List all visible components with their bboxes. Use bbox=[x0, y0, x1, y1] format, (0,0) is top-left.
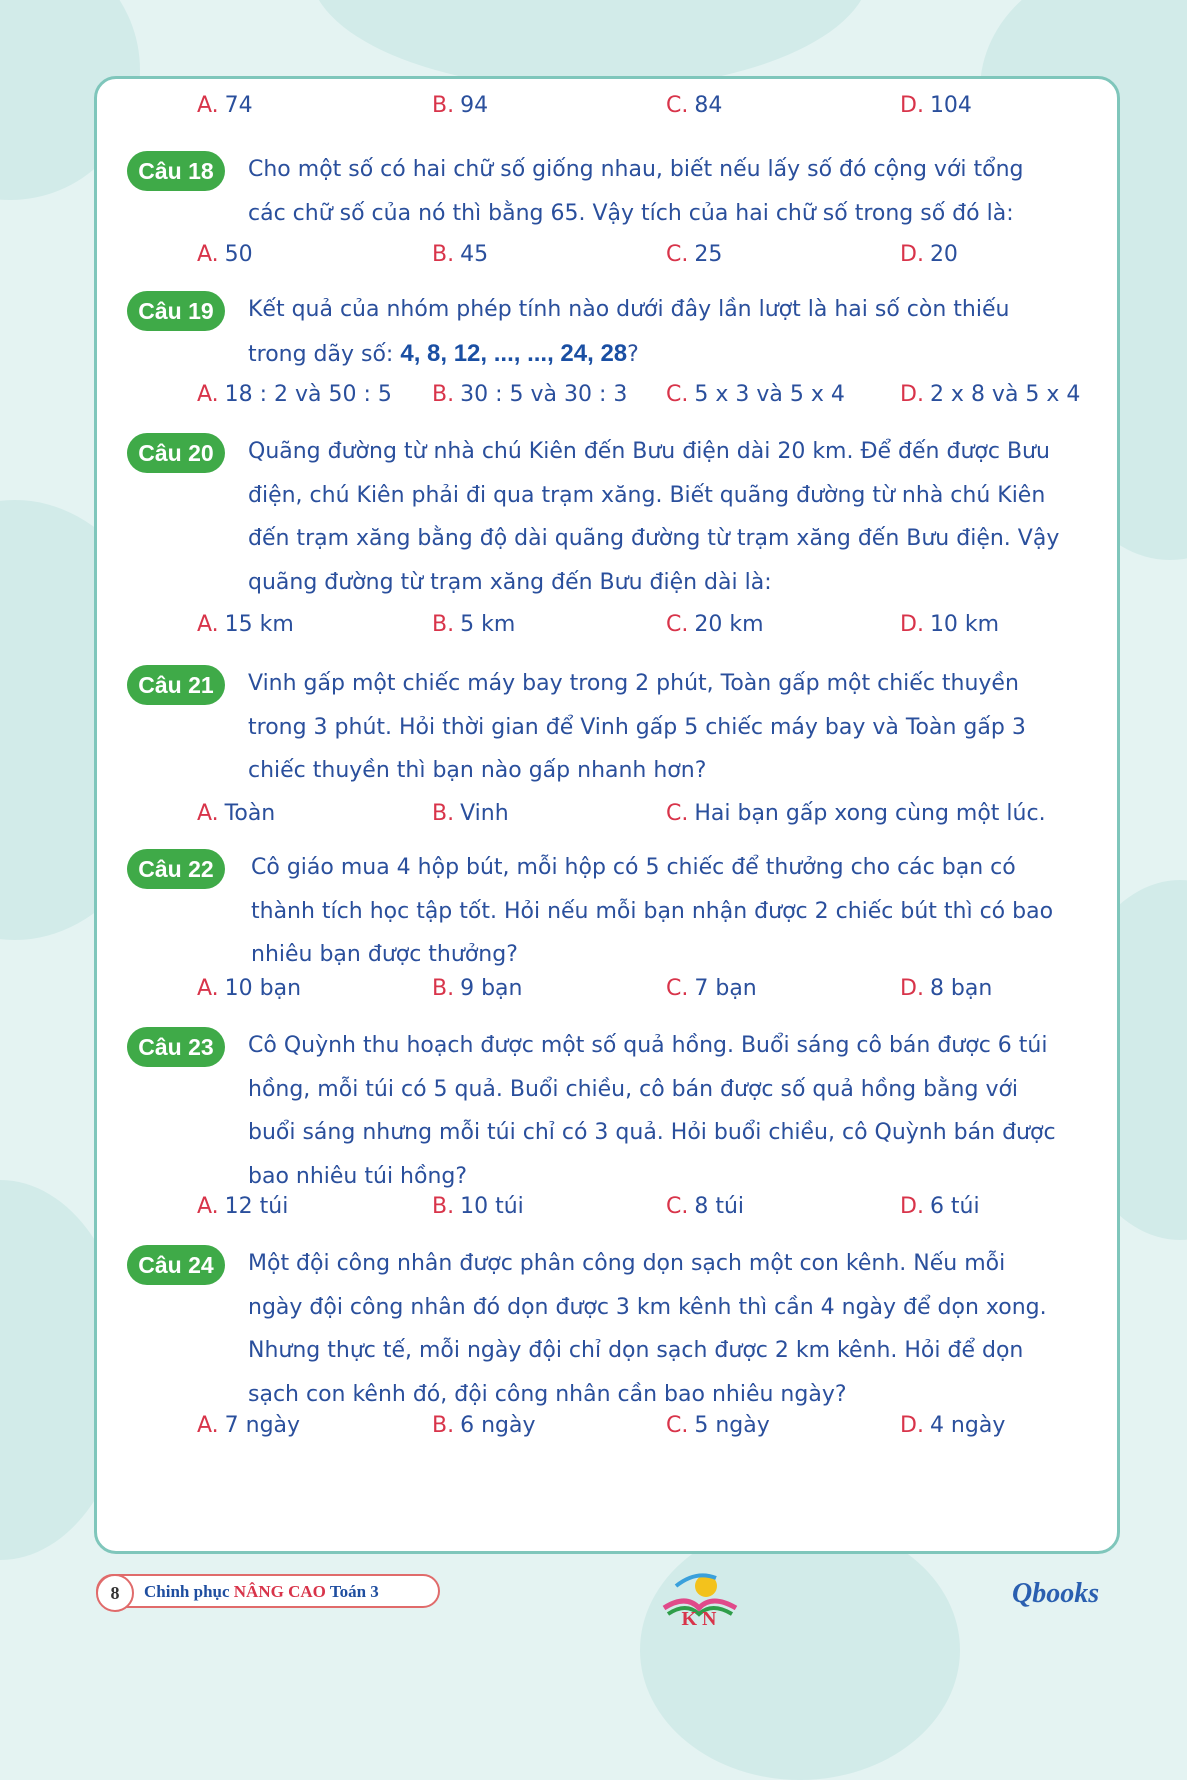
question-line: Quãng đường từ nhà chú Kiên đến Bưu điện dài 20 km. Để đến được Bưu bbox=[248, 439, 1050, 464]
option-c[interactable]: C. Hai bạn gấp xong cùng một lúc. bbox=[666, 801, 1046, 826]
question-line: Cô Quỳnh thu hoạch được một số quả hồng. Buổi sáng cô bán được 6 túi bbox=[248, 1033, 1048, 1058]
option-c[interactable]: C. 8 túi bbox=[666, 1194, 745, 1219]
question-number-badge: Câu 21 bbox=[127, 665, 225, 705]
question-line: thành tích học tập tốt. Hỏi nếu mỗi bạn nhận được 2 chiếc bút thì có bao bbox=[251, 898, 1054, 924]
option-a[interactable]: A. 12 túi bbox=[197, 1194, 289, 1219]
question-text bbox=[248, 1024, 1102, 1198]
question-number-badge: Câu 20 bbox=[127, 433, 225, 473]
options-row bbox=[97, 242, 1117, 276]
question-text bbox=[248, 662, 1102, 793]
question-line: bao nhiêu túi hồng? bbox=[248, 1163, 468, 1189]
options-row bbox=[97, 1194, 1117, 1228]
question-number-badge: Câu 19 bbox=[127, 291, 225, 331]
question-number-badge: Câu 22 bbox=[127, 849, 225, 889]
question-line: sạch con kênh đó, đội công nhân cần bao nhiêu ngày? bbox=[248, 1381, 847, 1407]
question-line: các chữ số của nó thì bằng 65. Vậy tích của hai chữ số trong số đó là: bbox=[248, 200, 1014, 226]
book-title: Chinh phục NÂNG CAO Toán 3 bbox=[144, 1582, 379, 1601]
question-number-badge: Câu 23 bbox=[127, 1027, 225, 1067]
option-b[interactable]: B. Vinh bbox=[432, 801, 509, 826]
question-line: hồng, mỗi túi có 5 quả. Buổi chiều, cô bán được số quả hồng bằng với bbox=[248, 1076, 1019, 1102]
question-text bbox=[248, 148, 1102, 235]
option-a[interactable]: A. 18 : 2 và 50 : 5 bbox=[197, 382, 392, 407]
options-row bbox=[97, 1413, 1117, 1447]
option-c[interactable]: C. 84 bbox=[666, 93, 723, 118]
question-text bbox=[248, 288, 1102, 376]
option-c[interactable]: C. 5 ngày bbox=[666, 1413, 770, 1438]
question-line: Nhưng thực tế, mỗi ngày đội chỉ dọn sạch được 2 km kênh. Hỏi để dọn bbox=[248, 1338, 1024, 1363]
question-text bbox=[248, 1242, 1102, 1416]
option-b[interactable]: B. 30 : 5 và 30 : 3 bbox=[432, 382, 628, 407]
option-a[interactable]: A. Toàn bbox=[197, 801, 276, 826]
question-line: nhiêu bạn được thưởng? bbox=[251, 942, 518, 967]
option-a[interactable]: A. 50 bbox=[197, 242, 253, 267]
option-b[interactable]: B. 6 ngày bbox=[432, 1413, 536, 1438]
option-d[interactable]: D. 10 km bbox=[900, 612, 1000, 637]
options-row bbox=[97, 976, 1117, 1010]
page-number: 8 bbox=[96, 1574, 134, 1612]
question-text bbox=[251, 846, 1102, 977]
option-b[interactable]: B. 10 túi bbox=[432, 1194, 524, 1219]
qbooks-logo: Qbooks bbox=[1012, 1578, 1100, 1609]
option-d[interactable]: D. 4 ngày bbox=[900, 1413, 1006, 1438]
question-line: Cô giáo mua 4 hộp bút, mỗi hộp có 5 chiếc để thưởng cho các bạn có bbox=[251, 855, 1016, 880]
question-line: chiếc thuyền thì bạn nào gấp nhanh hơn? bbox=[248, 758, 707, 783]
option-d[interactable]: D. 104 bbox=[900, 93, 972, 118]
option-c[interactable]: C. 25 bbox=[666, 242, 723, 267]
option-c[interactable]: C. 5 x 3 và 5 x 4 bbox=[666, 382, 845, 407]
question-line: Một đội công nhân được phân công dọn sạch một con kênh. Nếu mỗi bbox=[248, 1251, 1006, 1276]
option-c[interactable]: C. 7 bạn bbox=[666, 976, 757, 1001]
question-line: Kết quả của nhóm phép tính nào dưới đây lần lượt là hai số còn thiếu bbox=[248, 297, 1010, 322]
options-row bbox=[97, 801, 1117, 835]
question-line: trong 3 phút. Hỏi thời gian để Vinh gấp 5 chiếc máy bay và Toàn gấp 3 bbox=[248, 714, 1026, 740]
footer-book-title bbox=[96, 1574, 440, 1608]
options-row bbox=[97, 612, 1117, 646]
option-a[interactable]: A. 15 km bbox=[197, 612, 294, 637]
option-d[interactable]: D. 8 bạn bbox=[900, 976, 993, 1001]
option-d[interactable]: D. 2 x 8 và 5 x 4 bbox=[900, 382, 1081, 407]
option-b[interactable]: B. 45 bbox=[432, 242, 489, 267]
number-sequence: 4, 8, 12, ..., ..., 24, 28 bbox=[400, 339, 628, 367]
option-c[interactable]: C. 20 km bbox=[666, 612, 764, 637]
option-b[interactable]: B. 9 bạn bbox=[432, 976, 523, 1001]
options-row bbox=[97, 382, 1117, 416]
question-line: trong dãy số: 4, 8, 12, ..., ..., 24, 28? bbox=[248, 339, 639, 367]
question-line: Cho một số có hai chữ số giống nhau, biết nếu lấy số đó cộng với tổng bbox=[248, 157, 1024, 182]
question-number-badge: Câu 18 bbox=[127, 151, 225, 191]
question-text bbox=[248, 430, 1102, 604]
question-line: quãng đường từ trạm xăng đến Bưu điện dài là: bbox=[248, 569, 772, 595]
kn-logo bbox=[656, 1568, 742, 1630]
option-d[interactable]: D. 6 túi bbox=[900, 1194, 980, 1219]
kn-logo-text: K N bbox=[681, 1608, 717, 1630]
question-line: ngày đội công nhân đó dọn được 3 km kênh thì cần 4 ngày để dọn xong. bbox=[248, 1294, 1047, 1320]
option-b[interactable]: B. 94 bbox=[432, 93, 489, 118]
question-line: Vinh gấp một chiếc máy bay trong 2 phút, Toàn gấp một chiếc thuyền bbox=[248, 671, 1019, 696]
option-a[interactable]: A. 7 ngày bbox=[197, 1413, 301, 1438]
options-row bbox=[97, 93, 1117, 127]
question-line: buổi sáng nhưng mỗi túi chỉ có 3 quả. Hỏi buổi chiều, cô Quỳnh bán được bbox=[248, 1120, 1056, 1145]
question-line: điện, chú Kiên phải đi qua trạm xăng. Biết quãng đường từ nhà chú Kiên bbox=[248, 482, 1046, 508]
question-line: đến trạm xăng bằng độ dài quãng đường từ trạm xăng đến Bưu điện. Vậy bbox=[248, 526, 1060, 551]
option-a[interactable]: A. 10 bạn bbox=[197, 976, 302, 1001]
question-number-badge: Câu 24 bbox=[127, 1245, 225, 1285]
option-d[interactable]: D. 20 bbox=[900, 242, 958, 267]
question-card bbox=[94, 76, 1120, 1554]
option-a[interactable]: A. 74 bbox=[197, 93, 253, 118]
bg-bubble bbox=[640, 1520, 960, 1780]
option-b[interactable]: B. 5 km bbox=[432, 612, 516, 637]
